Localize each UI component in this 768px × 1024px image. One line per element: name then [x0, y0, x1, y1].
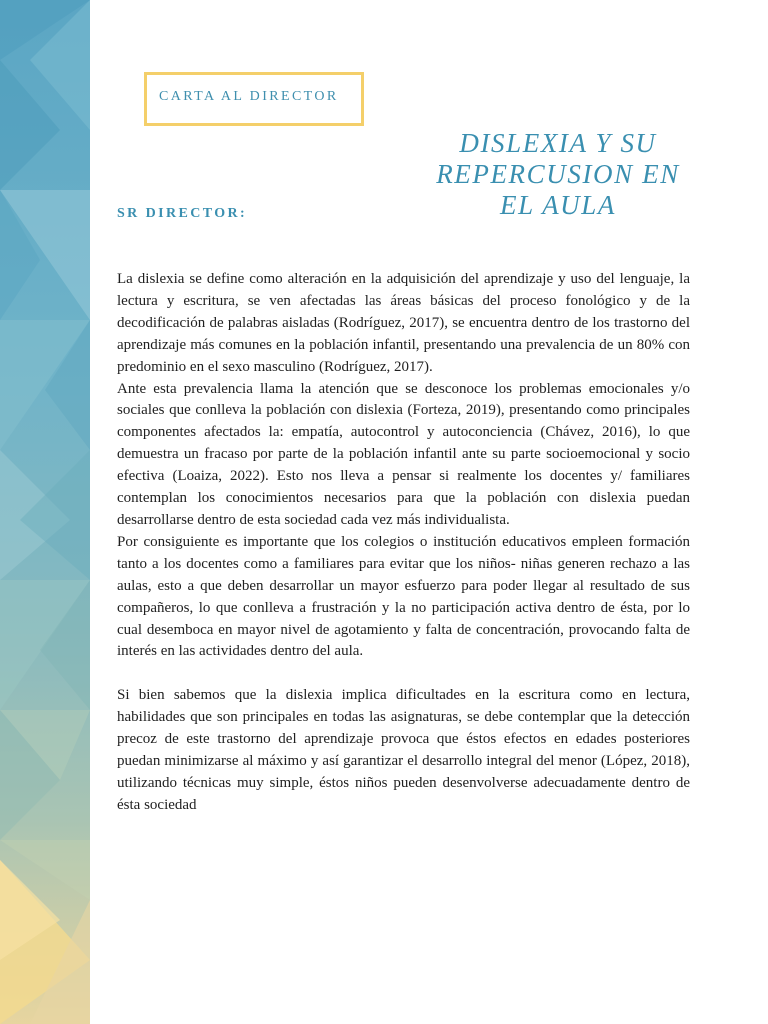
document-title: DISLEXIA Y SU REPERCUSION EN EL AULA — [436, 128, 680, 220]
paragraph-2: Ante esta prevalencia llama la atención que se desconoce los problemas emocionales y/o sociales que conlleva la población con dislexia (Forteza, 2019), presentando como principales componentes afectados la: empatía, autocontrol y autoconciencia (Chávez, 2016), lo que demuestra un fracaso por parte de la población infantil ante su parte socioemocional y socio efectiva (Loaiza, 2022). Esto nos lleva a pensar si realmente los docentes y/ familiares contemplan los conocimientos necesarios para que la población con dislexia puedan desarrollarse dentro de esta sociedad cada vez más individualista. — [117, 380, 690, 528]
salutation: SR DIRECTOR: — [117, 206, 248, 221]
header-label: CARTA AL DIRECTOR — [159, 89, 339, 104]
geometric-pattern — [0, 0, 90, 1024]
paragraph-1: La dislexia se define como alteración en la adquisición del aprendizaje y uso del lenguaje, la lectura y escritura, se ven afectadas las áreas básicas del proceso fonológico y de la decodificación de palabras aisladas (Rodríguez, 2017), se encuentra dentro de los trastorno del aprendizaje más comunes en la población infantil, presentando una prevalencia de un 80% con predominio en el sexo masculino (Rodríguez, 2017). — [117, 271, 690, 375]
letter-body — [117, 269, 690, 817]
header-frame — [144, 72, 364, 126]
paragraph-4: Si bien sabemos que la dislexia implica dificultades en la escritura como en lectura, habilidades que son principales en todas las asignaturas, se debe contemplar que la detección precoz de este trastorno del aprendizaje provoca que éstos efectos en edades posteriores puedan minimizarse al máximo y así garantizar el desarrollo integral del menor (López, 2018), utilizando técnicas muy simple, éstos niños pueden desenvolverse adecuadamente dentro de ésta sociedad — [117, 687, 690, 813]
paragraph-spacer — [117, 663, 690, 685]
decorative-geometric-strip — [0, 0, 90, 1024]
paragraph-3: Por consiguiente es importante que los colegios o institución educativos empleen formación tanto a los docentes como a familiares para evitar que los niños- niñas generen rechazo a las aulas, esto a que deben desarrollar un mayor esfuerzo para poder llegar al resultado de sus compañeros, lo que conlleva a frustración y la no participación activa dentro de ésta, por lo cual desemboca en mayor nivel de agotamiento y falta de concentración, provocando falta de interés en las actividades dentro del aula. — [117, 533, 690, 660]
